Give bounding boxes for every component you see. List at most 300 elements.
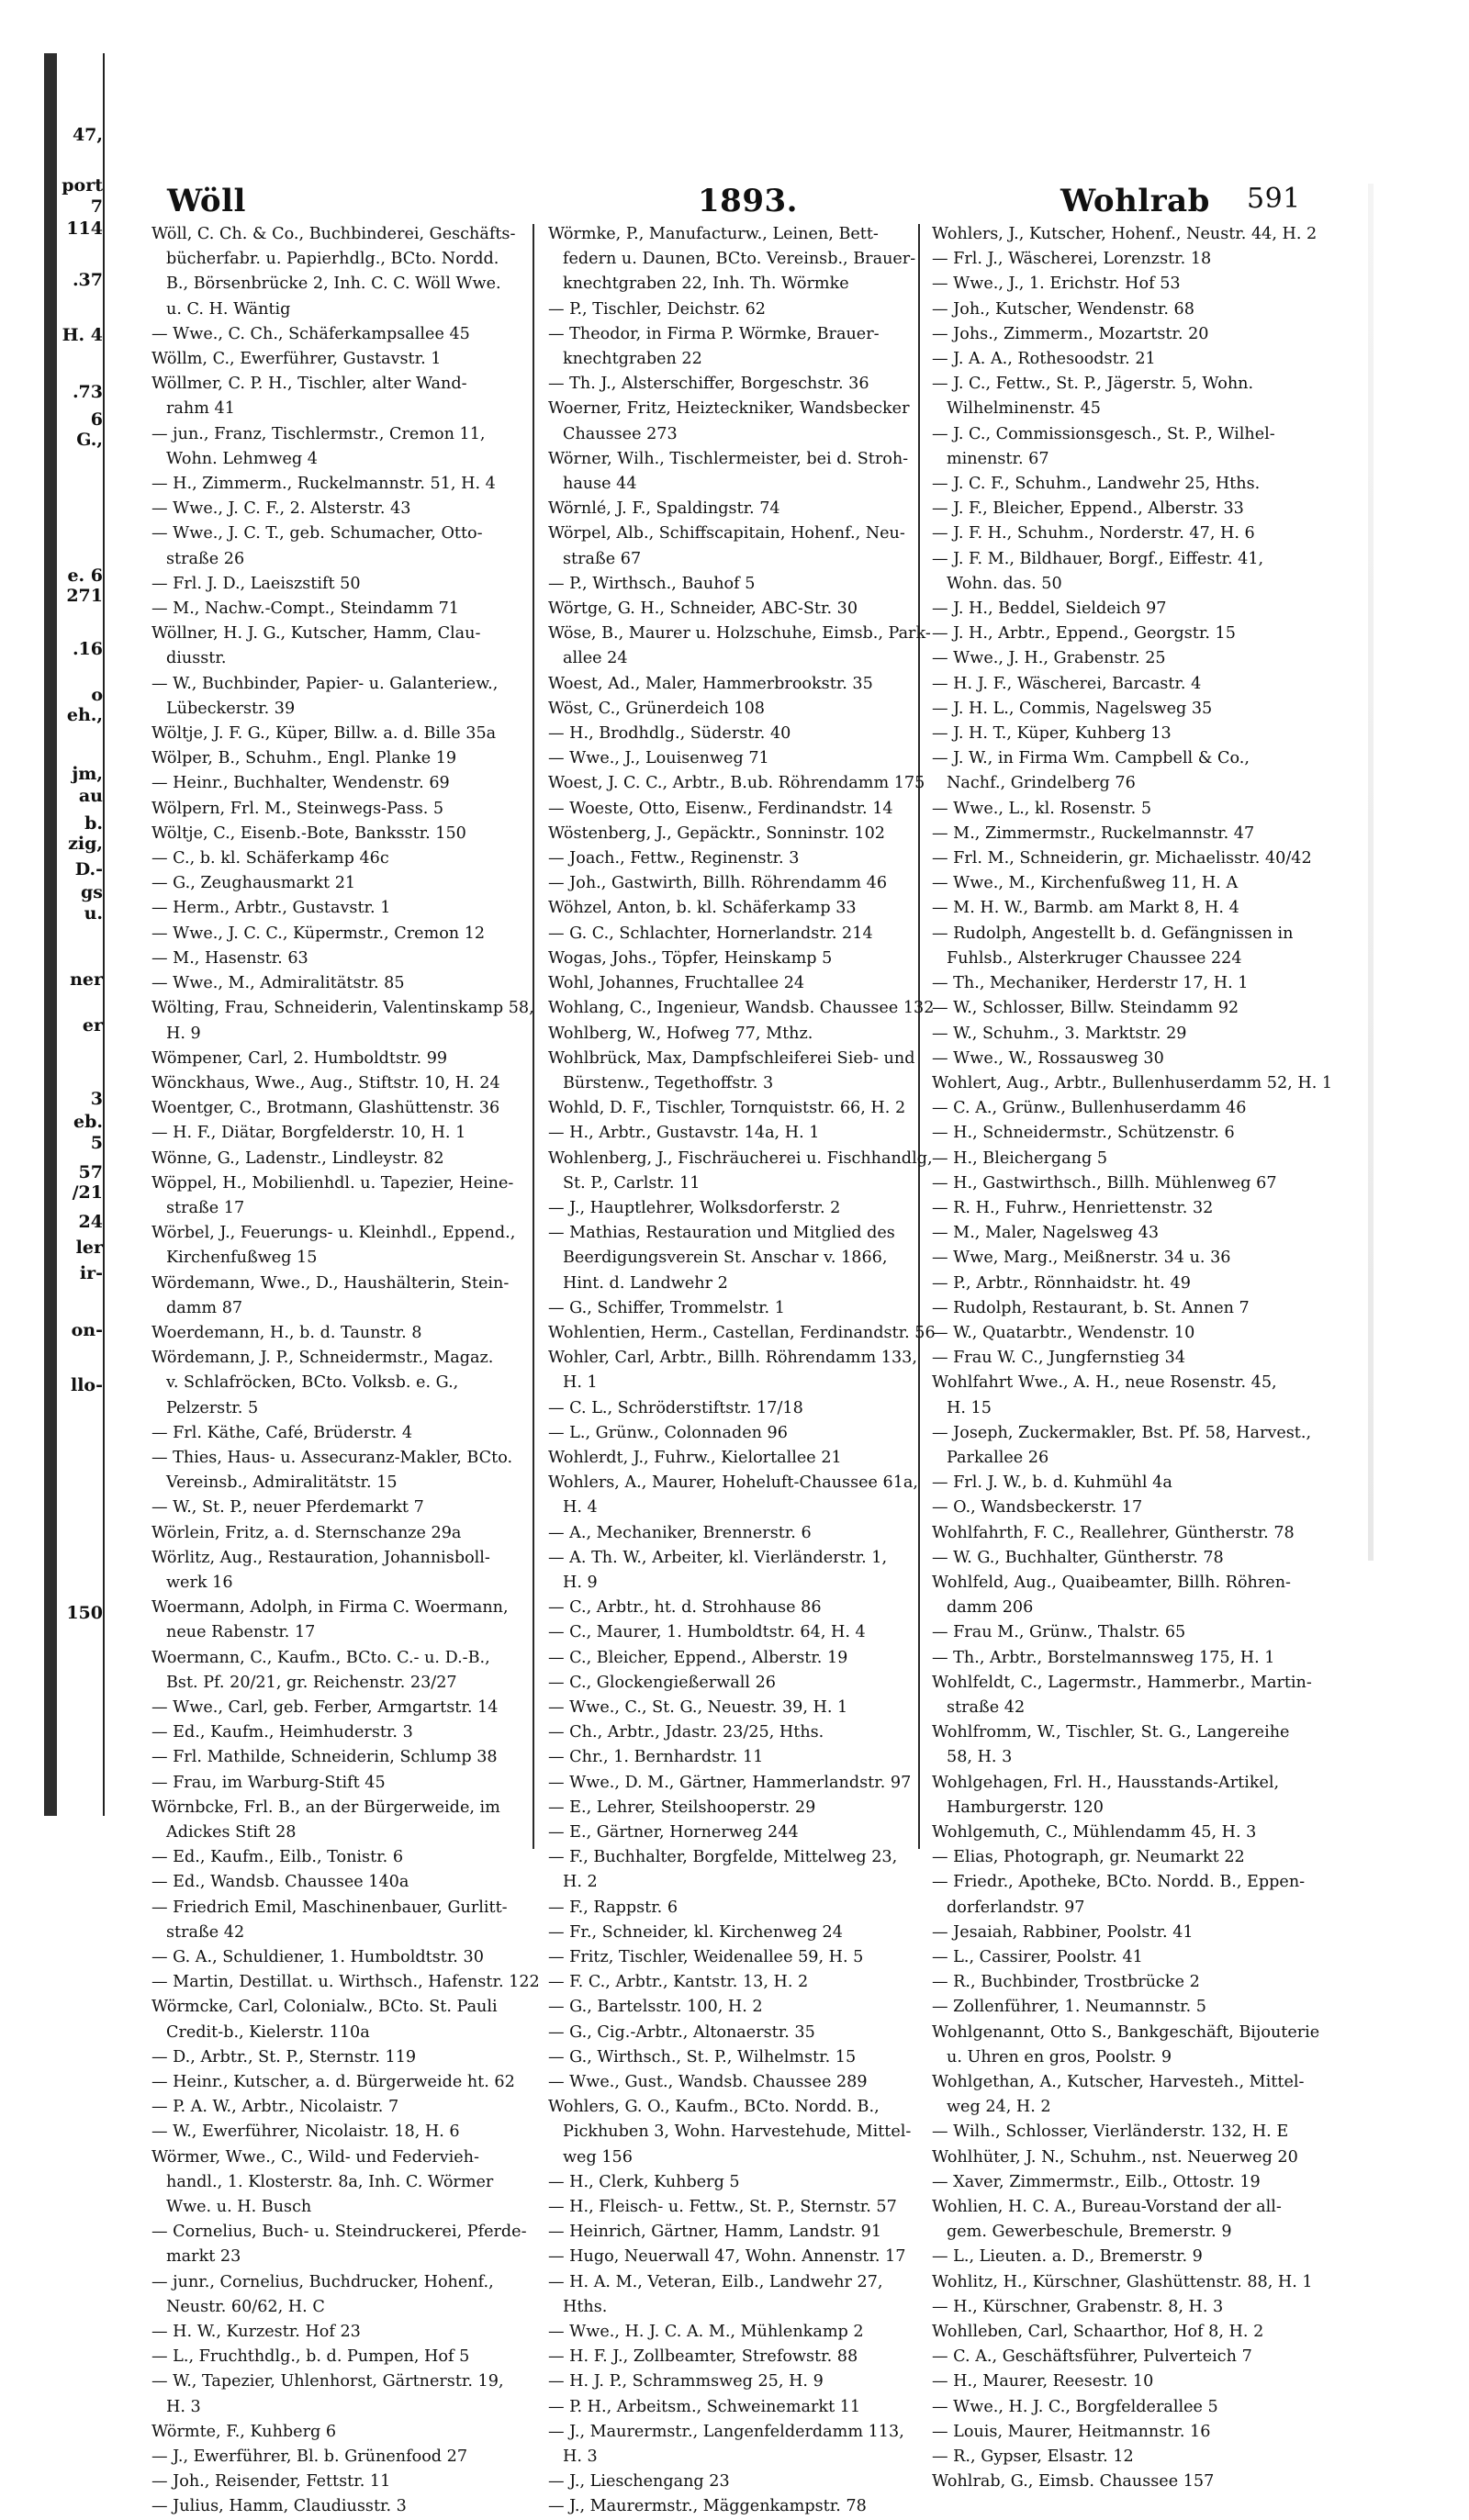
entry-line: Wohler, Carl, Arbtr., Billh. Röhrendamm 133, — [548, 1349, 917, 1368]
entry-line: — J. C., Fettw., St. P., Jägerstr. 5, Wohn. — [932, 375, 1254, 394]
entry-line: Wömpener, Carl, 2. Humboldtstr. 99 — [151, 1048, 448, 1068]
entry-line: Wörtge, G. H., Schneider, ABC-Str. 30 — [548, 599, 858, 619]
entry-line: Parkallee 26 — [947, 1448, 1049, 1467]
directory-entry — [548, 322, 911, 372]
entry-line: — W., Ewerführer, Nicolaistr. 18, H. 6 — [151, 2122, 460, 2142]
entry-line: — H., Zimmerm., Ruckelmannstr. 51, H. 4 — [151, 475, 496, 494]
entry-line: — Th., Arbtr., Borstelmannsweg 175, H. 1 — [932, 1648, 1275, 1667]
directory-entry — [932, 1171, 1295, 1196]
entry-line: minenstr. 67 — [947, 449, 1049, 468]
directory-entry — [932, 1546, 1295, 1571]
margin-fragment: 7 — [90, 196, 103, 217]
directory-entry — [932, 2245, 1295, 2269]
entry-line: weg 24, H. 2 — [947, 2098, 1051, 2117]
entry-line: — Woeste, Otto, Eisenw., Ferdinandstr. 14 — [548, 799, 893, 818]
entry-line: — G. A., Schuldiener, 1. Humboldtstr. 30 — [151, 1948, 484, 1967]
directory-entry — [548, 697, 911, 722]
entry-line: — Rudolph, Restaurant, b. St. Annen 7 — [932, 1298, 1250, 1317]
directory-entry — [548, 2345, 911, 2369]
directory-entry — [151, 2120, 514, 2145]
entry-line: Wörmke, P., Manufacturw., Leinen, Bett- — [548, 225, 879, 243]
directory-entry — [548, 297, 911, 322]
entry-line: — J. W., in Firma Wm. Campbell & Co., — [932, 749, 1250, 768]
entry-line: — W., Quatarbtr., Wendenstr. 10 — [932, 1323, 1195, 1342]
entry-line: — Zollenführer, 1. Neumannstr. 5 — [932, 1998, 1206, 2017]
margin-fragment: e. 6 — [67, 566, 103, 586]
entry-line: Wöse, B., Maurer u. Holzschuhe, Eimsb., Park- — [548, 624, 931, 644]
entry-line: Wohlberg, W., Hofweg 77, Mthz. — [548, 1024, 813, 1043]
directory-entry — [932, 1096, 1295, 1121]
directory-entry — [548, 1720, 911, 1745]
entry-line: — Th., Mechaniker, Herderstr 17, H. 1 — [932, 974, 1249, 993]
directory-entry — [151, 846, 514, 871]
entry-line: Wöstenberg, J., Gepäcktr., Sonninstr. 102 — [548, 823, 885, 843]
directory-entry — [151, 2095, 514, 2120]
entry-line: Woest, Ad., Maler, Hammerbrookstr. 35 — [548, 674, 873, 693]
directory-entry — [932, 2320, 1295, 2345]
entry-line: Wörmte, F., Kuhberg 6 — [151, 2422, 337, 2441]
margin-fragment: .37 — [72, 270, 103, 290]
entry-line: H. 4 — [563, 1498, 598, 1518]
directory-entry — [932, 1921, 1295, 1945]
directory-entry — [932, 1820, 1295, 1845]
directory-entry — [932, 597, 1295, 622]
entry-line: u. Uhren en gros, Poolstr. 9 — [947, 2047, 1172, 2066]
entry-line: v. Schlafröcken, BCto. Volksb. e. G., — [166, 1373, 459, 1393]
directory-entry — [548, 722, 911, 746]
entry-line: — Ed., Kaufm., Eilb., Tonistr. 6 — [151, 1848, 404, 1867]
directory-entry — [548, 1096, 911, 1121]
entry-line: — Rudolph, Angestellt b. d. Gefängnissen in — [932, 924, 1294, 943]
directory-entry — [548, 597, 911, 622]
entry-line: Wöppel, H., Mobilienhdl. u. Tapezier, Heine- — [151, 1173, 514, 1193]
directory-entry — [151, 946, 514, 971]
entry-line: — Wwe., J., 1. Erichstr. Hof 53 — [932, 274, 1181, 294]
entry-line: — H., Brodhdlg., Süderstr. 40 — [548, 724, 791, 744]
entry-line: — Johs., Zimmerm., Mozartstr. 20 — [932, 324, 1209, 343]
directory-entry — [548, 1696, 911, 1720]
entry-line: — J. A. A., Rothesoodstr. 21 — [932, 350, 1156, 369]
entry-line: Wohlfahrt Wwe., A. H., neue Rosenstr. 45, — [932, 1373, 1277, 1393]
entry-line: — H., Arbtr., Gustavstr. 14a, H. 1 — [548, 1124, 820, 1143]
directory-entry — [932, 746, 1295, 796]
directory-entry — [151, 1446, 514, 1495]
entry-line: — F. C., Arbtr., Kantstr. 13, H. 2 — [548, 1973, 809, 1992]
entry-line: Wohlfeldt, C., Lagermstr., Hammerbr., Martin- — [932, 1673, 1312, 1692]
margin-fragment: eh., — [66, 705, 103, 725]
directory-entry — [932, 372, 1295, 421]
entry-line: — H., Gastwirthsch., Billh. Mühlenweg 67 — [932, 1173, 1277, 1193]
entry-line: markt 23 — [166, 2247, 241, 2267]
directory-entry — [151, 1346, 514, 1421]
directory-entry — [932, 896, 1295, 921]
margin-fragment: jm, — [72, 764, 103, 784]
entry-line: — L., Fruchthdlg., b. d. Pumpen, Hof 5 — [151, 2347, 470, 2367]
margin-fragment: u. — [84, 903, 103, 924]
entry-line: — Heinr., Kutscher, a. d. Bürgerweide ht. 62 — [151, 2073, 515, 2092]
directory-entry — [932, 1720, 1295, 1770]
entry-line: — Wwe., C. Ch., Schäferkampsallee 45 — [151, 324, 470, 343]
margin-fragment: on- — [71, 1320, 103, 1340]
directory-entry — [548, 1196, 911, 1221]
entry-line: — H., Schneidermstr., Schützenstr. 6 — [932, 1124, 1235, 1143]
entry-line: — R. H., Fuhrw., Henriettenstr. 32 — [932, 1198, 1214, 1217]
margin-fragment: zig, — [68, 834, 103, 854]
entry-line: werk 16 — [166, 1573, 233, 1592]
directory-entry — [548, 1820, 911, 1845]
entry-line: Pelzerstr. 5 — [166, 1398, 259, 1417]
entry-line: — P. H., Arbeitsm., Schweinemarkt 11 — [548, 2397, 861, 2416]
entry-line: — Wilh., Schlosser, Vierländerstr. 132, H. E — [932, 2122, 1289, 2142]
entry-line: Wölper, B., Schuhm., Engl. Planke 19 — [151, 749, 457, 768]
entry-line: Wohlhüter, J. N., Schuhm., nst. Neuerweg 20 — [932, 2147, 1298, 2167]
directory-entry — [548, 1745, 911, 1770]
entry-line: Wohlgethan, A., Kutscher, Harvesteh., Mittel- — [932, 2073, 1305, 2092]
entry-line: — P. A. W., Arbtr., Nicolaistr. 7 — [151, 2098, 399, 2117]
entry-line: Wohlers, J., Kutscher, Hohenf., Neustr. 44, H. 2 — [932, 225, 1318, 243]
entry-line: — Wwe., W., Rossausweg 30 — [932, 1048, 1164, 1068]
directory-entry — [932, 922, 1295, 971]
directory-entry — [548, 622, 931, 671]
entry-line: Pickhuben 3, Wohn. Harvestehude, Mittel- — [563, 2122, 912, 2142]
directory-entry — [548, 871, 911, 896]
directory-entry — [932, 1022, 1295, 1047]
directory-entry — [151, 871, 514, 896]
entry-line: knechtgraben 22 — [563, 350, 702, 369]
entry-line: Hint. d. Landwehr 2 — [563, 1273, 728, 1293]
entry-line: — Wwe., J. C. T., geb. Schumacher, Otto- — [151, 524, 483, 543]
entry-line: — A. Th. W., Arbeiter, kl. Vierländerstr. 1, — [548, 1548, 888, 1567]
directory-entry — [151, 922, 514, 946]
entry-line: — J., Lieschengang 23 — [548, 2472, 730, 2492]
margin-fragment: gs — [81, 882, 103, 902]
directory-entry — [932, 846, 1312, 871]
directory-entry — [548, 1346, 917, 1395]
directory-entry — [932, 347, 1295, 372]
directory-entry — [548, 846, 911, 871]
directory-entry — [151, 1745, 514, 1770]
directory-entry — [151, 822, 514, 846]
entry-line: Wöllner, H. J. G., Kutscher, Hamm, Clau- — [151, 624, 481, 644]
entry-line: Wörbel, J., Feuerungs- u. Kleinhdl., Eppend., — [151, 1224, 516, 1243]
directory-entry — [151, 1646, 514, 1696]
entry-line: — P., Wirthsch., Bauhof 5 — [548, 574, 756, 593]
directory-entry — [548, 1921, 911, 1945]
entry-line: — M. H. W., Barmb. am Markt 8, H. 4 — [932, 899, 1239, 918]
directory-entry — [548, 572, 911, 597]
directory-entry — [151, 1870, 514, 1895]
directory-entry — [548, 1596, 911, 1620]
entry-line: — J. F. H., Schuhm., Norderstr. 47, H. 6 — [932, 524, 1255, 543]
entry-line: — C., Maurer, 1. Humboldtstr. 64, H. 4 — [548, 1623, 866, 1642]
directory-entry — [932, 272, 1295, 297]
entry-line: Wohlentien, Herm., Castellan, Ferdinandstr. 56 — [548, 1323, 936, 1342]
entry-line: — Wwe., Gust., Wandsb. Chaussee 289 — [548, 2073, 868, 2092]
margin-fragment: ir- — [79, 1263, 103, 1283]
entry-line: — Friedrich Emil, Maschinenbauer, Gurlitt- — [151, 1898, 508, 1917]
entry-line: handl., 1. Klosterstr. 8a, Inh. C. Wörmer — [166, 2172, 494, 2191]
entry-line: — L., Grünw., Colonnaden 96 — [548, 1423, 788, 1442]
margin-fragment: 24 — [78, 1212, 103, 1232]
directory-entry — [932, 697, 1295, 722]
directory-entry — [548, 1995, 911, 2020]
directory-entry — [151, 1546, 514, 1596]
page-number: 591 — [1247, 183, 1301, 215]
directory-entry — [548, 1646, 911, 1671]
directory-entry — [548, 2170, 911, 2195]
directory-entry — [548, 222, 916, 297]
directory-entry — [932, 472, 1295, 497]
entry-line: — Joh., Reisender, Fettstr. 11 — [151, 2472, 391, 2492]
entry-line: — J., Maurermstr., Langenfelderdamm 113, — [548, 2422, 904, 2441]
directory-entry — [932, 222, 1318, 247]
entry-line: — H. F. J., Zollbeamter, Strefowstr. 88 — [548, 2347, 858, 2367]
directory-entry — [548, 746, 911, 771]
entry-line: — Wwe., J. H., Grabenstr. 25 — [932, 649, 1166, 668]
entry-line: weg 156 — [563, 2147, 633, 2167]
entry-line: — Frau, im Warburg-Stift 45 — [151, 1773, 386, 1792]
entry-line: Wönckhaus, Wwe., Aug., Stiftstr. 10, H. 24 — [151, 1073, 500, 1092]
directory-entry — [932, 2345, 1295, 2369]
directory-entry — [932, 646, 1295, 671]
page-edge — [1368, 184, 1374, 1561]
entry-line: — Theodor, in Firma P. Wörmke, Brauer- — [548, 324, 880, 343]
entry-line: — J. F. M., Bildhauer, Borgf., Eiffestr. 41, — [932, 549, 1264, 568]
directory-entry — [151, 597, 514, 622]
entry-line: Bürstenw., Tegethoffstr. 3 — [563, 1073, 774, 1092]
entry-line: — Th. J., Alsterschiffer, Borgeschstr. 36 — [548, 375, 869, 394]
directory-entry — [151, 497, 514, 521]
directory-entry — [151, 1171, 514, 1221]
entry-line: Woerdemann, H., b. d. Taunstr. 8 — [151, 1323, 422, 1342]
directory-entry — [932, 2120, 1295, 2145]
entry-line: Wohlfromm, W., Tischler, St. G., Langereihe — [932, 1723, 1290, 1742]
directory-entry — [151, 1521, 514, 1546]
entry-line: — M., Maler, Nagelsweg 43 — [932, 1224, 1160, 1243]
margin-fragment: port — [62, 175, 103, 196]
entry-line: Wörmcke, Carl, Colonialw., BCto. St. Pauli — [151, 1998, 498, 2017]
entry-line: — H. A. M., Veteran, Eilb., Landwehr 27, — [548, 2272, 883, 2291]
entry-line: B., Börsenbrücke 2, Inh. C. C. Wöll Wwe. — [166, 274, 501, 294]
entry-line: — Fritz, Tischler, Weidenallee 59, H. 5 — [548, 1948, 864, 1967]
directory-entry — [548, 2245, 911, 2269]
directory-entry — [932, 2021, 1320, 2070]
directory-entry — [932, 1671, 1312, 1720]
directory-entry — [932, 1121, 1295, 1146]
entry-line: — Julius, Hamm, Claudiusstr. 3 — [151, 2497, 407, 2516]
entry-line: — M., Zimmermstr., Ruckelmannstr. 47 — [932, 823, 1255, 843]
directory-entry — [932, 971, 1295, 996]
entry-line: Wohlfahrth, F. C., Reallehrer, Güntherstr. 78 — [932, 1523, 1295, 1542]
directory-entry — [151, 1071, 514, 1096]
entry-line: Wohlert, Aug., Arbtr., Bullenhuserdamm 52, H. 1 — [932, 1073, 1333, 1092]
scan-binding-shadow — [44, 53, 57, 1816]
directory-entry — [548, 2395, 911, 2420]
directory-entry — [548, 1047, 915, 1096]
directory-entry — [151, 1845, 514, 1870]
directory-entry — [151, 521, 514, 571]
entry-line: — Wwe., M., Kirchenfußweg 11, H. A — [932, 874, 1239, 893]
directory-entry — [932, 871, 1295, 896]
entry-line: — Ed., Wandsb. Chaussee 140a — [151, 1873, 409, 1892]
entry-line: H. 3 — [166, 2397, 201, 2416]
directory-entry — [932, 1870, 1306, 1920]
entry-line: Wohlers, A., Maurer, Hoheluft-Chaussee 61a, — [548, 1473, 918, 1493]
entry-line: — G., Cig.-Arbtr., Altonaerstr. 35 — [548, 2022, 815, 2042]
entry-line: — J. F., Bleicher, Eppend., Alberstr. 33 — [932, 499, 1244, 519]
entry-line: — O., Wandsbeckerstr. 17 — [932, 1498, 1143, 1518]
directory-entry — [932, 521, 1295, 546]
column-divider — [918, 224, 920, 1849]
directory-entry — [548, 2320, 911, 2345]
directory-entry — [548, 2070, 911, 2095]
directory-entry — [932, 547, 1295, 597]
entry-line: — F., Buchhalter, Borgfelde, Mittelweg 23, — [548, 1848, 898, 1867]
entry-line: Wohlien, H. C. A., Bureau-Vorstand der all- — [932, 2198, 1282, 2217]
directory-entry — [548, 1671, 911, 1696]
directory-entry — [932, 822, 1295, 846]
directory-entry — [151, 797, 514, 822]
directory-entry — [548, 372, 911, 397]
margin-fragment: .16 — [72, 639, 103, 659]
entry-line: — L., Cassirer, Poolstr. 41 — [932, 1948, 1143, 1967]
directory-entry — [548, 2494, 911, 2519]
directory-entry — [548, 1796, 911, 1820]
directory-entry — [548, 447, 911, 497]
entry-line: — W., Buchbinder, Papier- u. Galanteriew., — [151, 674, 499, 693]
entry-line: Wogas, Johs., Töpfer, Heinskamp 5 — [548, 948, 833, 968]
entry-line: Wöll, C. Ch. & Co., Buchbinderei, Geschäfts- — [151, 225, 516, 243]
entry-line: — Joh., Gastwirth, Billh. Röhrendamm 46 — [548, 874, 888, 893]
directory-entry — [548, 1771, 911, 1796]
directory-entry — [151, 1896, 514, 1945]
directory-entry — [548, 2021, 911, 2045]
directory-entry — [548, 1970, 911, 1995]
directory-entry — [548, 2195, 911, 2220]
entry-line: — H., Kürschner, Grabenstr. 8, H. 3 — [932, 2297, 1224, 2316]
entry-line: gem. Gewerbeschule, Bremerstr. 9 — [947, 2223, 1232, 2242]
entry-line: Wölpern, Frl. M., Steinwegs-Pass. 5 — [151, 799, 444, 818]
directory-entry — [932, 622, 1295, 646]
entry-line: Wwe. u. H. Busch — [166, 2198, 312, 2217]
directory-entry — [932, 2145, 1298, 2170]
entry-line: straße 42 — [166, 1922, 245, 1942]
directory-entry — [932, 497, 1295, 521]
entry-line: — J., Ewerführer, Bl. b. Grünenfood 27 — [151, 2447, 468, 2467]
entry-line: Wöst, C., Grünerdeich 108 — [548, 699, 765, 718]
entry-line: — jun., Franz, Tischlermstr., Cremon 11, — [151, 424, 486, 443]
entry-line: — Joseph, Zuckermakler, Bst. Pf. 58, Harvest., — [932, 1423, 1312, 1442]
entry-line: — Jesaiah, Rabbiner, Poolstr. 41 — [932, 1922, 1194, 1942]
directory-entry — [151, 672, 514, 722]
entry-line: Wohlerdt, J., Fuhrw., Kielortallee 21 — [548, 1448, 842, 1467]
entry-line: — Wwe., M., Admiralitätstr. 85 — [151, 974, 405, 993]
entry-line: — Wwe., D. M., Gärtner, Hammerlandstr. 97 — [548, 1773, 912, 1792]
directory-entry — [932, 1296, 1295, 1321]
margin-fragment: o — [91, 685, 103, 705]
directory-entry — [151, 1421, 514, 1446]
directory-entry — [151, 1720, 514, 1745]
margin-fragment: 6 — [90, 409, 103, 430]
entry-line: Wohn. das. 50 — [947, 574, 1062, 593]
directory-entry — [151, 2420, 514, 2445]
directory-column-3 — [932, 222, 1333, 2492]
entry-line: — H., Fleisch- u. Fettw., St. P., Sternstr. 57 — [548, 2198, 897, 2217]
entry-line: — Thies, Haus- u. Assecuranz-Makler, BCto. — [151, 1448, 513, 1467]
margin-fragment: 114 — [66, 218, 103, 239]
directory-entry — [151, 472, 514, 497]
entry-line: Woermann, C., Kaufm., BCto. C.- u. D.-B., — [151, 1648, 490, 1667]
entry-line: Wilhelminenstr. 45 — [947, 399, 1101, 419]
directory-entry — [548, 822, 911, 846]
directory-entry — [932, 2395, 1295, 2420]
entry-line: — Frau W. C., Jungfernstieg 34 — [932, 1349, 1186, 1368]
directory-entry — [548, 2220, 911, 2245]
entry-line: Wölting, Frau, Schneiderin, Valentinskamp 58, — [151, 999, 534, 1018]
entry-line: — Heinr., Buchhalter, Wendenstr. 69 — [151, 774, 450, 793]
directory-entry — [548, 1022, 911, 1047]
directory-entry — [151, 2320, 514, 2345]
entry-line: Wöllmer, C. P. H., Tischler, alter Wand- — [151, 375, 467, 394]
entry-line: — W., Tapezier, Uhlenhorst, Gärtnerstr. 19, — [151, 2372, 504, 2391]
entry-line: Wohl, Johannes, Fruchtallee 24 — [548, 974, 805, 993]
entry-line: Woentger, C., Brotmann, Glashüttenstr. 36 — [151, 1099, 500, 1118]
entry-line: H. 3 — [563, 2447, 598, 2467]
entry-line: — E., Gärtner, Hornerweg 244 — [548, 1823, 799, 1842]
entry-line: — G., Wirthsch., St. P., Wilhelmstr. 15 — [548, 2047, 857, 2066]
entry-line: — Wwe., L., kl. Rosenstr. 5 — [932, 799, 1152, 818]
directory-entry — [151, 422, 514, 472]
entry-line: Wohlitz, H., Kürschner, Glashüttenstr. 88, H. 1 — [932, 2272, 1313, 2291]
entry-line: — M., Nachw.-Compt., Steindamm 71 — [151, 599, 459, 619]
entry-line: damm 206 — [947, 1598, 1034, 1618]
directory-entry — [548, 497, 911, 521]
entry-line: — W., Schlosser, Billw. Steindamm 92 — [932, 999, 1239, 1018]
directory-entry — [151, 722, 514, 746]
entry-line: diusstr. — [166, 649, 227, 668]
directory-entry — [932, 2295, 1295, 2320]
entry-line: straße 26 — [166, 549, 245, 568]
entry-line: Wörpel, Alb., Schiffscapitain, Hohenf., Neu- — [548, 524, 905, 543]
entry-line: — H. J. F., Wäscherei, Barcastr. 4 — [932, 674, 1202, 693]
entry-line: — H., Clerk, Kuhberg 5 — [548, 2172, 740, 2191]
entry-line: — P., Arbtr., Rönnhaidstr. ht. 49 — [932, 1273, 1191, 1293]
directory-entry — [151, 222, 514, 322]
directory-entry — [548, 971, 911, 996]
entry-line: Wohn. Lehmweg 4 — [166, 449, 318, 468]
directory-entry — [932, 672, 1295, 697]
entry-line: — J. H., Beddel, Sieldeich 97 — [932, 599, 1167, 619]
directory-entry — [548, 1321, 936, 1346]
entry-line: Chaussee 273 — [563, 424, 678, 443]
directory-entry — [932, 2270, 1313, 2295]
directory-entry — [151, 2494, 514, 2519]
directory-entry — [932, 1371, 1295, 1420]
previous-page-margin — [59, 53, 105, 1816]
entry-line: — F., Rappstr. 6 — [548, 1898, 678, 1917]
directory-entry — [932, 1071, 1333, 1096]
entry-line: — Frl. J. W., b. d. Kuhmühl 4a — [932, 1473, 1172, 1493]
directory-entry — [151, 347, 514, 372]
entry-line: Woerner, Fritz, Heizteckniker, Wandsbecker — [548, 399, 910, 419]
entry-line: dorferlandstr. 97 — [947, 1898, 1085, 1917]
entry-line: — Martin, Destillat. u. Wirthsch., Hafenstr. 122 — [151, 1973, 540, 1992]
entry-line: — Wwe., J., Louisenweg 71 — [548, 749, 769, 768]
entry-line: — Frl. J., Wäscherei, Lorenzstr. 18 — [932, 250, 1212, 269]
entry-line: — Hugo, Neuerwall 47, Wohn. Annenstr. 17 — [548, 2247, 906, 2267]
entry-line: — Wwe., J. C. C., Küpermstr., Cremon 12 — [151, 924, 486, 943]
directory-entry — [548, 2420, 911, 2470]
